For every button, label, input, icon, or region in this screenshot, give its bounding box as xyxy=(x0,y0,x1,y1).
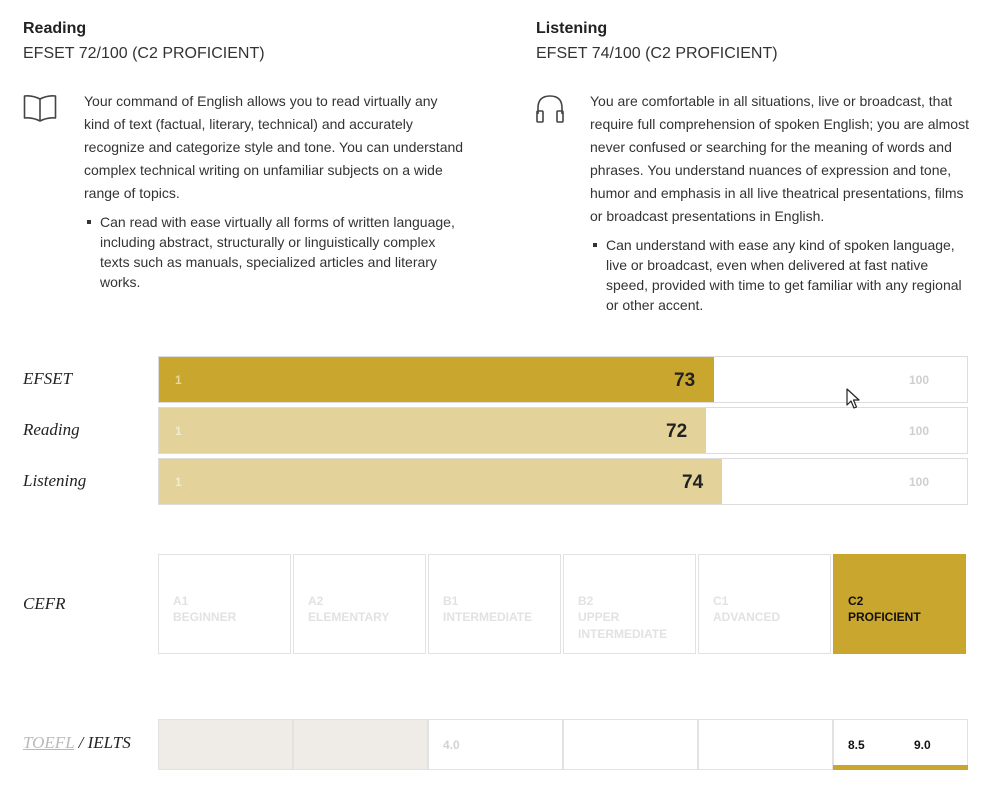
cefr-level-name: UPPER INTERMEDIATE xyxy=(578,610,668,641)
reading-description: Your command of English allows you to read virtually any kind of text (factual, literary, technical) and accurately recognize and categorize style and tone. You can understand complex technical writing on unfamiliar subjects on a wide range of topics. xyxy=(84,93,464,201)
listening-section xyxy=(536,20,976,313)
toefl-link[interactable]: TOEFL xyxy=(23,733,75,752)
cefr-level-a2 xyxy=(293,554,426,654)
cefr-level-code: B1 xyxy=(443,594,459,608)
cefr-level-name: PROFICIENT xyxy=(848,610,921,624)
cefr-level-name: INTERMEDIATE xyxy=(443,610,533,624)
cefr-level-code: A1 xyxy=(173,594,189,608)
mouse-cursor-icon xyxy=(846,388,860,415)
listening-bar-score: 74 xyxy=(682,472,704,493)
listening-bullet: Can understand with ease any kind of spoken language, live or broadcast, even when delivered at fast native speed, provided with time to get familiar with any regional or other accent. xyxy=(590,235,970,315)
listening-bar-fill xyxy=(159,459,722,504)
listening-title: Listening xyxy=(536,20,608,37)
cefr-level-code: C1 xyxy=(713,594,729,608)
reading-score: EFSET 72/100 (C2 PROFICIENT) xyxy=(23,45,265,62)
cefr-level-b1 xyxy=(428,554,561,654)
cefr-level-c2 xyxy=(833,554,966,654)
cefr-level-name: ELEMENTARY xyxy=(308,610,390,624)
toefl-ielts-label xyxy=(23,733,131,753)
efset-bar-max: 100 xyxy=(909,373,930,387)
toefl-cell xyxy=(563,719,698,770)
efset-bar-fill xyxy=(159,357,714,402)
listening-bar-min: 1 xyxy=(175,475,182,489)
bar-label-efset: EFSET xyxy=(23,369,73,388)
label-separator: / xyxy=(74,733,88,752)
active-score-underline xyxy=(833,765,968,770)
efset-bar-min: 1 xyxy=(175,373,182,387)
book-icon xyxy=(23,94,57,129)
bar-label-listening: Listening xyxy=(23,471,87,490)
reading-bar-score: 72 xyxy=(666,421,688,442)
reading-bullet: Can read with ease virtually all forms of written language, including abstract, structurally or linguistically complex texts such as manuals, specialized articles and literary works. xyxy=(84,212,464,292)
cefr-level-name: ADVANCED xyxy=(713,610,781,624)
toefl-cell-active xyxy=(833,719,968,770)
cefr-level-c1 xyxy=(698,554,831,654)
listening-description: You are comfortable in all situations, live or broadcast, that require full comprehension of spoken English; you are almost never confused or searching for the meaning of words and phrases. You understand nuances of expression and tone, humor and emphasis in all live theatrical presentations, films or broadcast presentations in English. xyxy=(590,93,969,224)
listening-bar-max: 100 xyxy=(909,475,930,489)
toefl-cell xyxy=(158,719,293,770)
ielts-value: 9.0 xyxy=(914,738,931,752)
cefr-level-code: B2 xyxy=(578,594,594,608)
cefr-level-code: C2 xyxy=(848,594,864,608)
toefl-cell xyxy=(293,719,428,770)
cefr-level-code: A2 xyxy=(308,594,324,608)
reading-section xyxy=(23,20,464,290)
reading-bar-fill xyxy=(159,408,706,453)
toefl-cell xyxy=(428,719,563,770)
ielts-label: IELTS xyxy=(87,733,131,752)
reading-title: Reading xyxy=(23,20,87,37)
toefl-cell xyxy=(698,719,833,770)
cefr-level-a1 xyxy=(158,554,291,654)
listening-score-bar xyxy=(158,458,968,505)
toefl-value: 8.5 xyxy=(848,738,865,752)
cefr-level-b2 xyxy=(563,554,696,654)
listening-score: EFSET 74/100 (C2 PROFICIENT) xyxy=(536,45,778,62)
bar-label-reading: Reading xyxy=(23,420,80,439)
reading-bar-max: 100 xyxy=(909,424,930,438)
toefl-value: 4.0 xyxy=(443,738,460,752)
headphones-icon xyxy=(536,94,564,129)
reading-bar-min: 1 xyxy=(175,424,182,438)
cefr-level-name: BEGINNER xyxy=(173,610,237,624)
efset-bar-score: 73 xyxy=(674,370,696,391)
cefr-label: CEFR xyxy=(23,594,66,613)
